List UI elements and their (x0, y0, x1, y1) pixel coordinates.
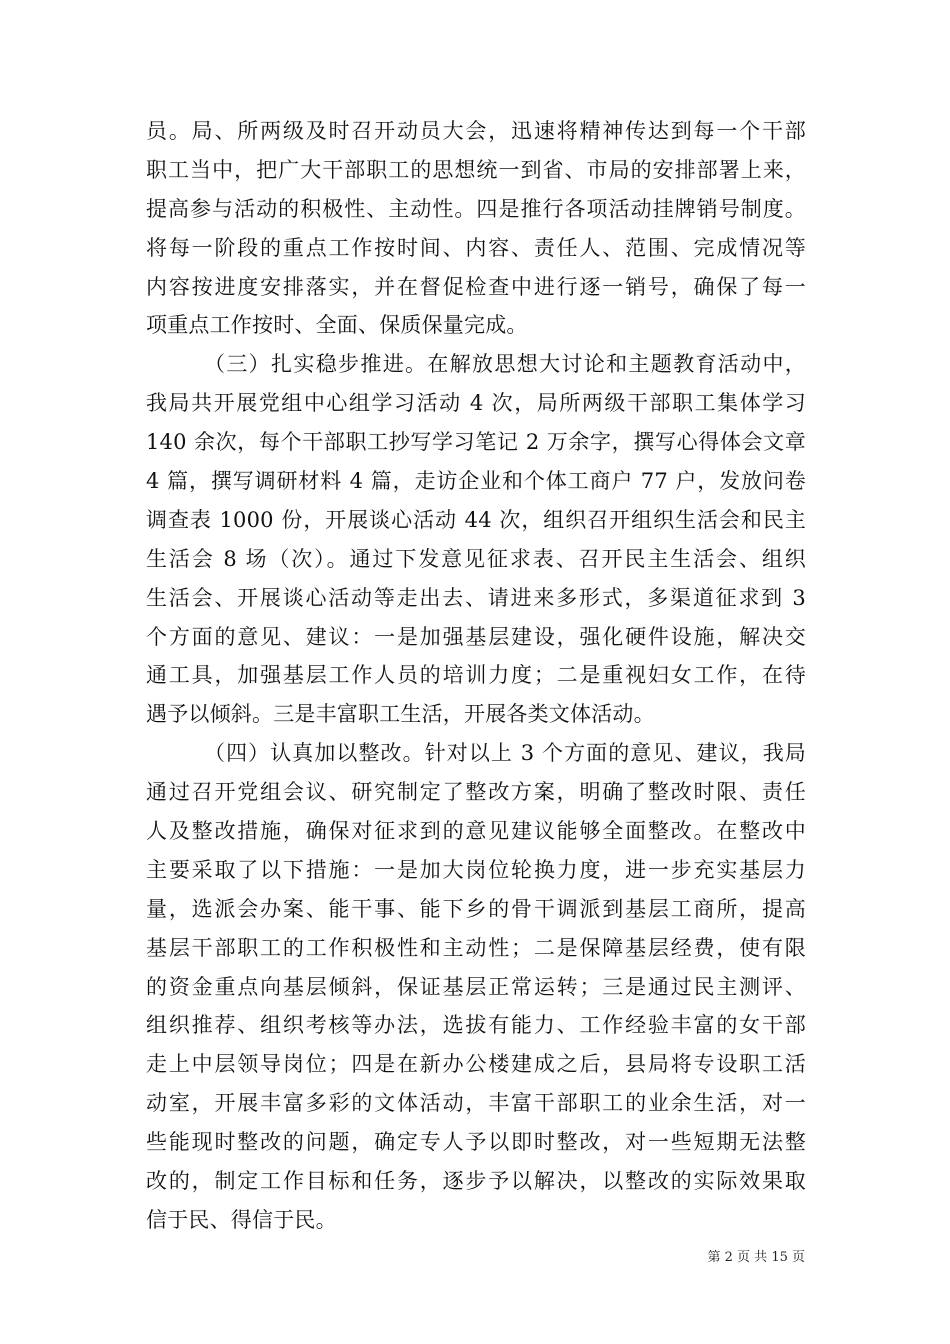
text-line: 遇予以倾斜。三是丰富职工生活，开展各类文体活动。 (146, 702, 655, 727)
text-line: 组织推荐、组织考核等办法，选拔有能力、工作经验丰富的女干部 (146, 1013, 806, 1038)
text-line: 员。局、所两级及时召开动员大会，迅速将精神传达到每一个干部 (146, 119, 806, 143)
text-line: 通工具，加强基层工作人员的培训力度；二是重视妇女工作，在待 (146, 663, 806, 688)
text-line: 信于民、得信于民。 (146, 1207, 337, 1232)
text-line: 项重点工作按时、全面、保质保量完成。 (146, 313, 528, 338)
text-line: 个方面的意见、建议：一是加强基层建设，强化硬件设施，解决交 (146, 624, 806, 649)
document-body (146, 112, 806, 1240)
text-line: 人及整改措施，确保对征求到的意见建议能够全面整改。在整改中 (146, 819, 806, 844)
text-line: 生活会 8 场（次）。通过下发意见征求表、召开民主生活会、组织 (146, 546, 806, 571)
page-number: 第 2 页 共 15 页 (707, 1250, 805, 1265)
text-line: 140 余次，每个干部职工抄写学习笔记 2 万余字，撰写心得体会文章 (146, 430, 806, 455)
text-line: 4 篇，撰写调研材料 4 篇，走访企业和个体工商户 77 户，发放问卷 (146, 469, 806, 494)
text-line: 量，选派会办案、能干事、能下乡的骨干调派到基层工商所，提高 (146, 896, 806, 921)
text-line: 提高参与活动的积极性、主动性。四是推行各项活动挂牌销号制度。 (146, 196, 806, 221)
text-line: 生活会、开展谈心活动等走出去、请进来多形式，多渠道征求到 3 (146, 585, 806, 610)
text-line: 的资金重点向基层倾斜，保证基层正常运转；三是通过民主测评、 (146, 974, 806, 999)
text-line: 内容按进度安排落实，并在督促检查中进行逐一销号，确保了每一 (146, 274, 806, 299)
text-line: （四）认真加以整改。针对以上 3 个方面的意见、建议，我局 (204, 741, 806, 766)
text-line: 将每一阶段的重点工作按时间、内容、责任人、范围、完成情况等 (146, 235, 806, 260)
text-line: 通过召开党组会议、研究制定了整改方案，明确了整改时限、责任 (146, 780, 806, 805)
text-line: 动室，开展丰富多彩的文体活动，丰富干部职工的业余生活，对一 (146, 1091, 806, 1116)
text-line: 改的，制定工作目标和任务，逐步予以解决，以整改的实际效果取 (146, 1169, 806, 1194)
text-line: （三）扎实稳步推进。在解放思想大讨论和主题教育活动中， (204, 352, 806, 377)
text-line: 主要采取了以下措施：一是加大岗位轮换力度，进一步充实基层力 (146, 857, 806, 882)
text-line: 职工当中，把广大干部职工的思想统一到省、市局的安排部署上来， (146, 157, 806, 182)
text-line: 我局共开展党组中心组学习活动 4 次，局所两级干部职工集体学习 (146, 391, 806, 416)
text-line: 调查表 1000 份，开展谈心活动 44 次，组织召开组织生活会和民主 (146, 507, 806, 532)
text-line: 些能现时整改的问题，确定专人予以即时整改，对一些短期无法整 (146, 1130, 806, 1155)
text-line: 走上中层领导岗位；四是在新办公楼建成之后，县局将专设职工活 (146, 1052, 806, 1077)
text-line: 基层干部职工的工作积极性和主动性；二是保障基层经费，使有限 (146, 935, 806, 960)
